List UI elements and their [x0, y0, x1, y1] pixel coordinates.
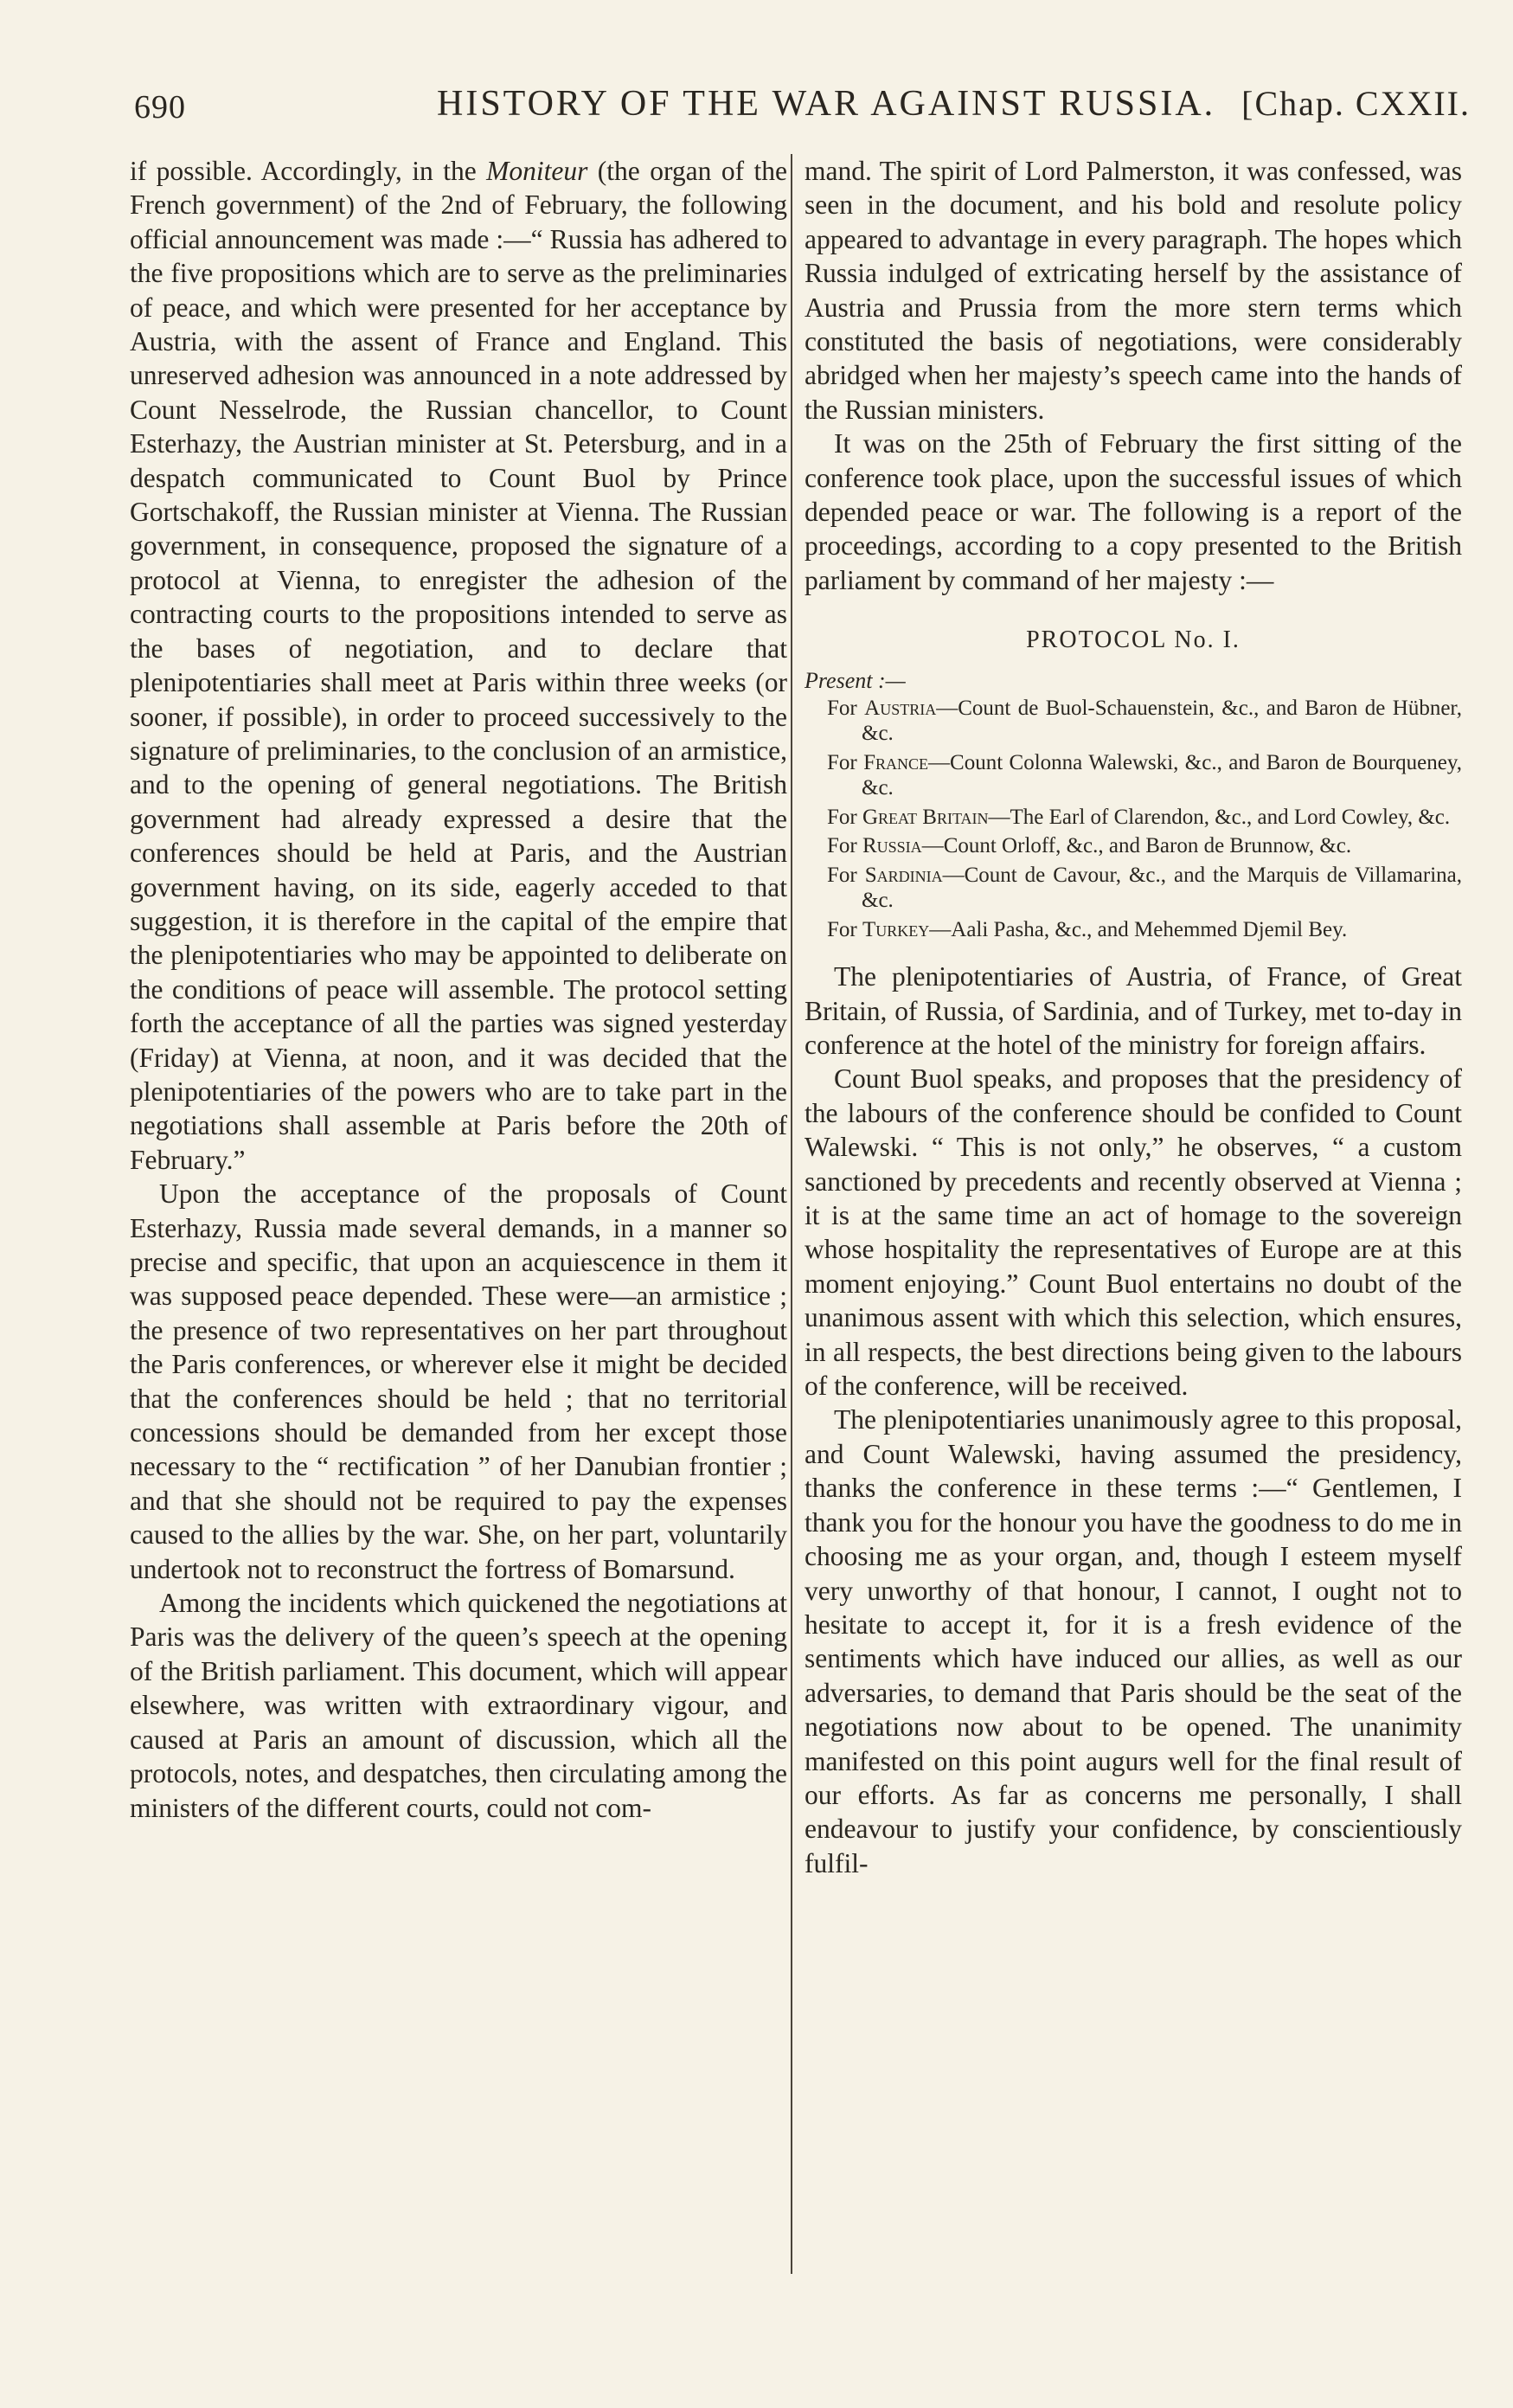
nation-name: France: [863, 750, 929, 774]
paragraph: The plenipotentiaries unanimously agree to this proposal, and Count Walewski, having assumed the presidency, thanks the conference in these terms :—“ Gentlemen, I thank you for the honour you have the goodness to do me in choosing me as your organ, and, though I esteem myself very unworthy of that honour, I cannot, I ought not to hesitate to accept it, for it is a fresh evidence of the sentiments which have induced our allies, as well as our adversaries, to demand that Paris should be the seat of the negotiations now about to be opened. The unanimity manifested on this point augurs well for the final result of our efforts. As far as concerns me personally, I shall endeavour to justify your confidence, by conscientiously fulfil-: [805, 1404, 1462, 1878]
attendee-entry: For Sardinia—Count de Cavour, &c., and the Marquis de Villamarina, &c.: [827, 863, 1463, 913]
paragraph: The plenipotentiaries of Austria, of France, of Great Britain, of Russia, of Sardinia, and of Turkey, met to-day in conference at the hotel of the ministry for foreign affairs.: [805, 961, 1462, 1060]
attendee-entry: For Great Britain—The Earl of Clarendon, &c., and Lord Cowley, &c.: [827, 805, 1451, 829]
paragraph: if possible. Accordingly, in the Moniteur (the organ of the French government) of the 2nd of February, the following official announcement was made :—“ Russia has adhered to the five propositions which are to serve as the preliminaries of peace, and which were presented for her acceptance by Austria, with the assent of France and England. This unreserved adhesion was announced in a note addressed by Count Nesselrode, the Russian chancellor, to Count Esterhazy, the Austrian minister at St. Petersburg, and in a despatch communicated to Count Buol by Prince Gortschakoff, the Russian minister at Vienna. The Russian government, in consequence, proposed the signature of a protocol at Vienna, to enregister the adhesion of the contracting courts to the propositions intended to serve as the bases of negotiation, and to declare that plenipotentiaries shall meet at Paris within three weeks (or sooner, if possible), in order to proceed successively to the signature of preliminaries, to the conclusion of an armistice, and to the opening of general negotiations. The British government had already expressed a desire that the conferences should be held at Paris, and the Austrian government having, on its side, eagerly acceded to that suggestion, it is therefore in the capital of the empire that the plenipotentiaries who may be appointed to deliberate on the conditions of peace will assemble. The protocol setting forth the acceptance of all the parties was signed yesterday (Friday) at Vienna, at noon, and it was decided that the plenipotentiaries of the powers who are to take part in the negotiations shall assemble at Paris before the 20th of February.”: [130, 156, 787, 1175]
running-title: HISTORY OF THE WAR AGAINST RUSSIA.: [437, 84, 1216, 124]
nation-name: Sardinia: [864, 863, 943, 887]
newspaper-title: Moniteur: [486, 156, 588, 186]
chapter-marker: [Chap. CXXII.: [1241, 84, 1471, 123]
page-number: 690: [134, 89, 186, 125]
paragraph: Among the incidents which quickened the negotiations at Paris was the delivery of the queen’s speech at the opening of the British parliament. This document, which will appear elsewhere, was written with extraordinary vigour, and caused at Paris an amount of discussion, which all the protocols, notes, and despatches, then circulating among the ministers of the different courts, could not com-: [130, 1588, 787, 1823]
nation-name: Austria: [864, 696, 937, 720]
nation-name: Russia: [862, 834, 922, 858]
attendee-entry: For Turkey—Aali Pasha, &c., and Mehemmed Djemil Bey.: [827, 917, 1348, 941]
attendee-list: [805, 696, 1462, 943]
present-label: Present :—: [805, 667, 906, 693]
attendee-entry: For Austria—Count de Buol-Schauenstein, &c., and Baron de Hübner, &c.: [827, 696, 1462, 746]
protocol-title: PROTOCOL No. I.: [1026, 626, 1241, 654]
paragraph: Count Buol speaks, and proposes that the presidency of the labours of the conference should be confided to Count Walewski. “ This is not only,” he observes, “ a custom sanctioned by precedents and recently observed at Vienna ; it is at the same time an act of homage to the sovereign whose hospitality the representatives of Europe are at this moment enjoying.” Count Buol entertains no doubt of the unanimous assent with which this selection, which ensures, in all respects, the best directions being given to the labours of the conference, will be received.: [805, 1063, 1462, 1402]
page-header: [134, 80, 1471, 132]
right-column: [805, 154, 1462, 1880]
attendee-entry: For France—Count Colonna Walewski, &c., and Baron de Bourqueney, &c.: [827, 750, 1463, 800]
nation-name: Turkey: [862, 917, 930, 941]
nation-name: Great Britain: [862, 805, 989, 829]
column-divider: [791, 154, 792, 2274]
attendee-entry: For Russia—Count Orloff, &c., and Baron de Brunnow, &c.: [827, 834, 1352, 858]
left-column: [130, 154, 787, 1825]
paragraph: It was on the 25th of February the first sitting of the conference took place, upon the successful issues of which depended peace or war. The following is a report of the proceedings, according to a copy presented to the British parliament by command of her majesty :—: [805, 428, 1462, 595]
paragraph: mand. The spirit of Lord Palmerston, it was confessed, was seen in the document, and his bold and resolute policy appeared to advantage in every paragraph. The hopes which Russia indulged of extricating herself by the assistance of Austria and Prussia from the more stern terms which constituted the basis of negotiations, were considerably abridged when her majesty’s speech came into the hands of the Russian ministers.: [805, 156, 1462, 425]
paragraph: Upon the acceptance of the proposals of Count Esterhazy, Russia made several demands, in a manner so precise and specific, that upon an acquiescence in them it was supposed peace depended. These were—an armistice ; the presence of two representatives on her part throughout the Paris conferences, or wherever else it might be decided that the conferences should be held ; that no territorial concessions should be demanded from her except those necessary to the “ rectification ” of her Danubian frontier ; and that she should not be required to pay the expenses caused to the allies by the war. She, on her part, voluntarily undertook not to reconstruct the fortress of Bomarsund.: [130, 1178, 787, 1584]
